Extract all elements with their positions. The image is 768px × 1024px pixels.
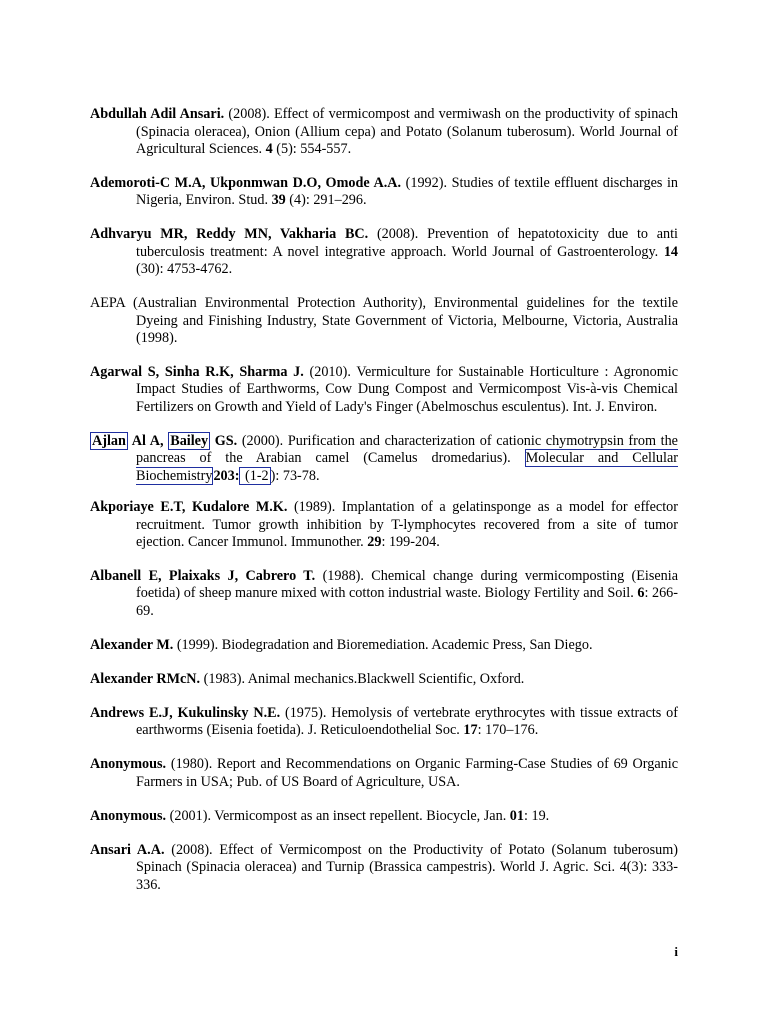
reference-authors: Ansari A.A. — [90, 841, 165, 858]
reference-item: Anonymous. (1980). Report and Recommendations on Organic Farming-Case Studies of 69 Organic Farmers in USA; Pub. of US Board of Agriculture, USA. — [90, 756, 678, 790]
reference-authors: Alexander RMcN. — [90, 670, 201, 687]
reference-item: Anonymous. (2001). Vermicompost as an insect repellent. Biocycle, Jan. 01: 19. — [90, 807, 550, 824]
reference-item: Agarwal S, Sinha R.K, Sharma J. (2010). Vermiculture for Sustainable Horticulture : Agronomic Impact Studies of Earthworms, Cow Dung Compost and Vermicompost Vis-à-vis Chemical Fertilizers on Growth and Yield of Lady's Finger (Abelmoschus esculentus). Int. J. Environ. — [90, 364, 678, 415]
reference-item: Akporiaye E.T, Kudalore M.K. (1989). Implantation of a gelatinsponge as a model for effector recruitment. Tumor growth inhibition by T-lymphocytes recovered from a site of tumor ejection. Cancer Immunol. Immunother. 29: 199-204. — [90, 499, 678, 551]
reference-authors: Ademoroti-C M.A, Ukponmwan D.O, Omode A.A. — [90, 175, 402, 191]
page-number: i — [674, 944, 678, 959]
reference-authors: Abdullah Adil Ansari. — [90, 106, 225, 123]
reference-item-ajlan: Ajlan Al A, Bailey GS. (2000). Purification and characterization of cationic chymotrypsin from the pancreas of the Arabian camel (Camelus dromedarius). Molecular and Cellular Biochemistry203: (1-2 ): 73-78. — [92, 432, 678, 484]
reference-authors: Andrews E.J, Kukulinsky N.E. — [90, 704, 281, 721]
reference-item: Adhvaryu MR, Reddy MN, Vakharia BC. (2008). Prevention of hepatotoxicity due to anti tuberculosis treatment: A novel integrative approach. World Journal of Gastroenterology. 14 (30): 4753-4762. — [90, 226, 678, 278]
reference-authors: Anonymous. — [90, 756, 167, 773]
reference-item: Ansari A.A. (2008). Effect of Vermicompost on the Productivity of Potato (Solanum tuberosum) Spinach (Spinacia oleracea) and Turnip (Brassica campestris). World J. Agric. Sci. 4(3): 333-336. — [90, 841, 678, 893]
reference-item: AEPA (Australian Environmental Protection Authority), Environmental guidelines for the textile Dyeing and Finishing Industry, State Government of Victoria, Melbourne, Victoria, Australia (1998). — [90, 295, 678, 347]
issue-link[interactable]: (1-2 — [241, 467, 269, 484]
reference-item: Ademoroti-C M.A, Ukponmwan D.O, Omode A.A. (1992). Studies of textile effluent discharges in Nigeria, Environ. Stud. 39 (4): 291–296. — [90, 175, 678, 209]
reference-authors: Anonymous. — [90, 807, 167, 824]
reference-authors: Alexander M. — [90, 636, 174, 653]
reference-item: Abdullah Adil Ansari. (2008). Effect of vermicompost and vermiwash on the productivity of spinach (Spinacia oleracea), Onion (Allium cepa) and Potato (Solanum tuberosum). World Journal of Agricultural Sciences. 4 (5): 554-557. — [90, 106, 678, 157]
journal-link[interactable]: Molecular and Cellular Biochemistry — [136, 450, 678, 484]
reference-list — [90, 92, 678, 911]
author-link-bailey[interactable]: Bailey — [170, 432, 209, 449]
author-link-ajlan[interactable]: Ajlan — [92, 432, 126, 449]
reference-authors: Albanell E, Plaixaks J, Cabrero T. — [90, 568, 316, 585]
reference-item: Alexander M. (1999). Biodegradation and Bioremediation. Academic Press, San Diego. — [90, 636, 593, 653]
reference-authors: Adhvaryu MR, Reddy MN, Vakharia BC. — [90, 226, 369, 243]
reference-authors: Akporiaye E.T, Kudalore M.K. — [90, 499, 288, 516]
reference-item: Albanell E, Plaixaks J, Cabrero T. (1988). Chemical change during vermicomposting (Eisenia foetida) of sheep manure mixed with cotton industrial waste. Biology Fertility and Soil. 6: 266-69. — [90, 568, 679, 619]
reference-item: Andrews E.J, Kukulinsky N.E. (1975). Hemolysis of vertebrate erythrocytes with tissue extracts of earthworms (Eisenia foetida). J. Reticuloendothelial Soc. 17: 170–176. — [90, 704, 678, 739]
reference-authors: Agarwal S, Sinha R.K, Sharma J. — [90, 364, 304, 381]
reference-item: Alexander RMcN. (1983). Animal mechanics.Blackwell Scientific, Oxford. — [90, 670, 525, 687]
